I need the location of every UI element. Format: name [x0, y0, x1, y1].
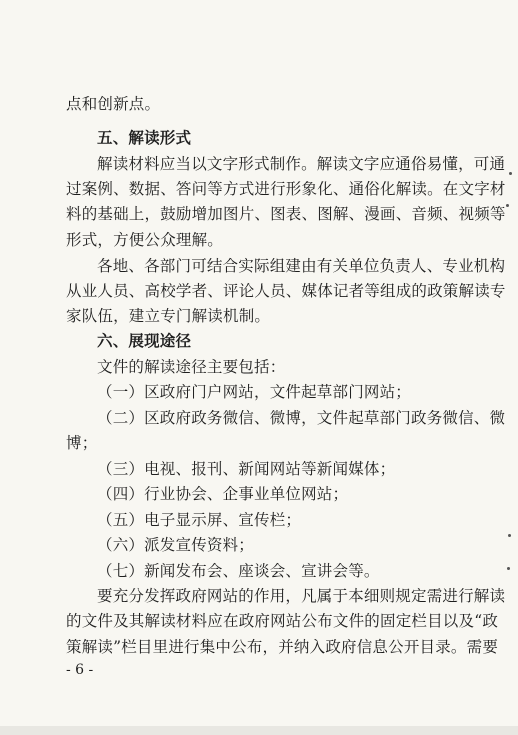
- scan-speck: [509, 172, 512, 175]
- list-item-3: （三）电视、报刊、新闻网站等新闻媒体；: [97, 460, 396, 478]
- list-item-7: （七）新闻发布会、座谈会、宣讲会等。: [97, 562, 380, 580]
- text-line-20: 要充分发挥政府网站的作用，凡属于本细则规定需进行解读: [97, 587, 506, 605]
- list-item-2-cont: 博；: [66, 434, 98, 452]
- text-line-5: 料的基础上，鼓励增加图片、图表、图解、漫画、音频、视频等: [66, 205, 506, 223]
- section-heading-5: 五、解读形式: [97, 129, 192, 147]
- text-line-22: 策解读”栏目里进行集中公布，并纳入政府信息公开目录。需要: [66, 638, 499, 656]
- scan-speck: [506, 204, 509, 207]
- list-item-4: （四）行业协会、企事业单位网站；: [97, 485, 349, 503]
- page-number: - 6 -: [66, 662, 94, 678]
- text-line-6: 形式，方便公众理解。: [66, 231, 224, 249]
- text-line-3: 解读材料应当以文字形式制作。解读文字应通俗易懂，可通: [97, 155, 506, 173]
- text-line-7: 各地、各部门可结合实际组建由有关单位负责人、专业机构: [97, 257, 506, 275]
- text-line-8: 从业人员、高校学者、评论人员、媒体记者等组成的政策解读专: [66, 282, 506, 300]
- text-line-9: 家队伍，建立专门解读机制。: [66, 307, 271, 325]
- text-line-21: 的文件及其解读材料应在政府网站公布文件的固定栏目以及“政: [66, 612, 499, 630]
- scan-bottom-edge: [0, 726, 518, 735]
- list-item-6: （六）派发宣传资料；: [97, 536, 255, 554]
- text-line-1: 点和创新点。: [66, 95, 161, 113]
- scan-speck: [507, 567, 510, 570]
- text-line-4: 过案例、数据、答问等方式进行形象化、通俗化解读。在文字材: [66, 180, 506, 198]
- section-heading-6: 六、展现途径: [97, 332, 192, 350]
- list-item-1: （一）区政府门户网站，文件起草部门网站；: [97, 383, 412, 401]
- list-item-2: （二）区政府政务微信、微博，文件起草部门政务微信、微: [97, 409, 506, 427]
- list-item-5: （五）电子显示屏、宣传栏；: [97, 511, 302, 529]
- text-line-11: 文件的解读途径主要包括：: [97, 358, 286, 376]
- scan-speck: [508, 534, 511, 537]
